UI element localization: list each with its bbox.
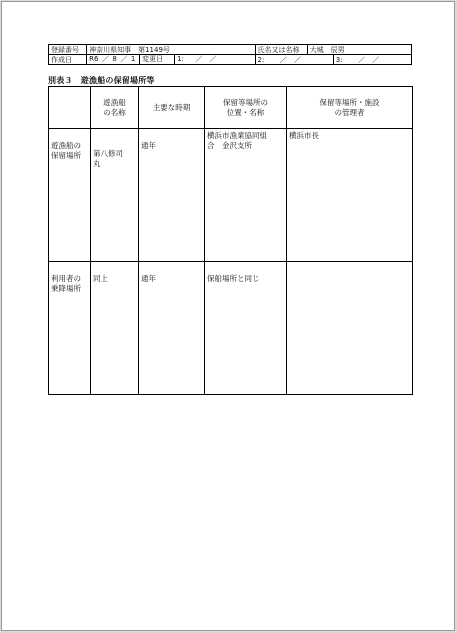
cell-boat-name: 第八修司 丸	[91, 129, 139, 262]
column-label: 主要な時期	[152, 102, 191, 112]
cell-location: 横浜市漁業協同組 合 金沢支所	[205, 129, 287, 262]
date-slash: ／	[372, 55, 380, 64]
document-page	[1, 1, 455, 631]
cell-manager	[287, 262, 413, 395]
section-title: 別表３ 遊漁船の保留場所等	[48, 76, 155, 85]
table-header-row	[49, 87, 413, 129]
header-blank-cell	[49, 87, 91, 129]
column-header-manager	[287, 87, 413, 129]
row-label-mooring: 遊漁船の 保留場所	[49, 129, 91, 262]
owner-label: 氏名又は名称	[255, 45, 307, 55]
column-header-location	[205, 87, 287, 129]
cell-season: 通年	[139, 262, 205, 395]
header-row-registration	[49, 45, 412, 55]
created-label: 作成日	[49, 55, 87, 65]
change-date-3	[333, 55, 411, 65]
created-year: R6	[89, 55, 99, 63]
owner-value: 大城 辰男	[307, 45, 411, 55]
row-label-boarding: 利用者の 乗降場所	[49, 262, 91, 395]
header-row-dates	[49, 55, 412, 65]
cell-manager: 横浜市長	[287, 129, 413, 262]
created-day: 1	[130, 55, 136, 63]
column-label: 遊漁船 の名称	[103, 97, 126, 117]
column-label: 保留等場所の 位置・名称	[223, 97, 268, 117]
column-label: 保留等場所・施設 の管理者	[319, 97, 380, 117]
cell-season: 通年	[139, 129, 205, 262]
date-slash: ／	[358, 55, 366, 64]
created-date	[87, 55, 140, 64]
cell-boat-name: 同上	[91, 262, 139, 395]
date-slash: ／	[209, 55, 217, 63]
reg-no-value: 神奈川県知事 第1149号	[87, 45, 255, 55]
created-month: 8	[112, 55, 117, 63]
change-1-label: 1:	[177, 55, 184, 63]
change-3-label: 3:	[335, 55, 343, 64]
date-slash: ／	[101, 55, 109, 63]
change-2-label: 2:	[257, 55, 265, 64]
date-slash: ／	[195, 55, 203, 63]
reg-no-label: 登録番号	[49, 45, 87, 55]
date-slash: ／	[279, 55, 287, 64]
change-date-2	[255, 55, 333, 65]
mooring-table	[48, 86, 413, 395]
table-row-mooring	[49, 129, 413, 262]
column-header-season	[139, 87, 205, 129]
change-date-1	[175, 55, 254, 64]
date-slash: ／	[120, 55, 128, 63]
table-row-boarding	[49, 262, 413, 395]
changed-label: 変更日	[140, 55, 175, 64]
date-slash: ／	[293, 55, 301, 64]
created-and-changed-cell	[87, 55, 255, 65]
cell-location: 保船場所と同じ	[205, 262, 287, 395]
column-header-boat-name	[91, 87, 139, 129]
registration-header-table	[48, 44, 412, 65]
